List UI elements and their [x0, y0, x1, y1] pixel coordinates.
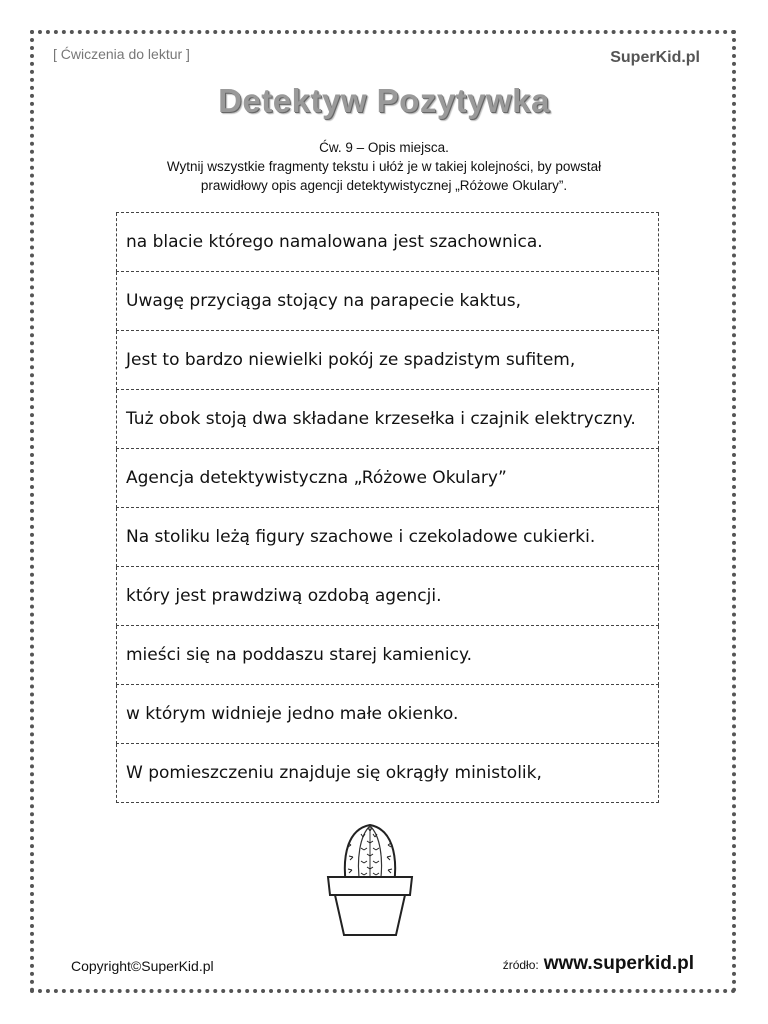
text-strip: mieści się na poddaszu starej kamienicy.	[116, 626, 659, 685]
instruction-line-2: prawidłowy opis agencji detektywistycznej „Różowe Okulary”.	[200, 178, 568, 193]
text-strip: w którym widnieje jedno małe okienko.	[116, 685, 659, 744]
text-strip: Tuż obok stoją dwa składane krzesełka i czajnik elektryczny.	[116, 390, 659, 449]
brand-label: SuperKid.pl	[610, 49, 700, 66]
text-strip: Jest to bardzo niewielki pokój ze spadzistym sufitem,	[116, 331, 659, 390]
source-url[interactable]: www.superkid.pl	[543, 953, 694, 974]
instruction-line-1: Wytnij wszystkie fragmenty tekstu i ułóż je w takiej kolejności, by powstał	[166, 159, 602, 174]
text-strip: Agencja detektywistyczna „Różowe Okulary”	[116, 449, 659, 508]
page-title: Detektyw Pozytywka	[218, 82, 550, 119]
text-strip: Uwagę przyciąga stojący na parapecie kaktus,	[116, 272, 659, 331]
text-strip: na blacie którego namalowana jest szachownica.	[116, 213, 659, 272]
instructions	[0, 138, 768, 195]
text-strip: który jest prawdziwą ozdobą agencji.	[116, 567, 659, 626]
cactus-icon	[318, 815, 423, 940]
source-credit	[503, 953, 694, 975]
category-label: [ Ćwiczenia do lektur ]	[53, 46, 190, 62]
exercise-heading: Ćw. 9 – Opis miejsca.	[319, 140, 449, 155]
source-label: źródło:	[502, 958, 539, 972]
cut-out-strips	[116, 212, 659, 803]
text-strip: W pomieszczeniu znajduje się okrągły ministolik,	[116, 744, 659, 803]
copyright-text: Copyright©SuperKid.pl	[71, 958, 214, 974]
text-strip: Na stoliku leżą figury szachowe i czekoladowe cukierki.	[116, 508, 659, 567]
